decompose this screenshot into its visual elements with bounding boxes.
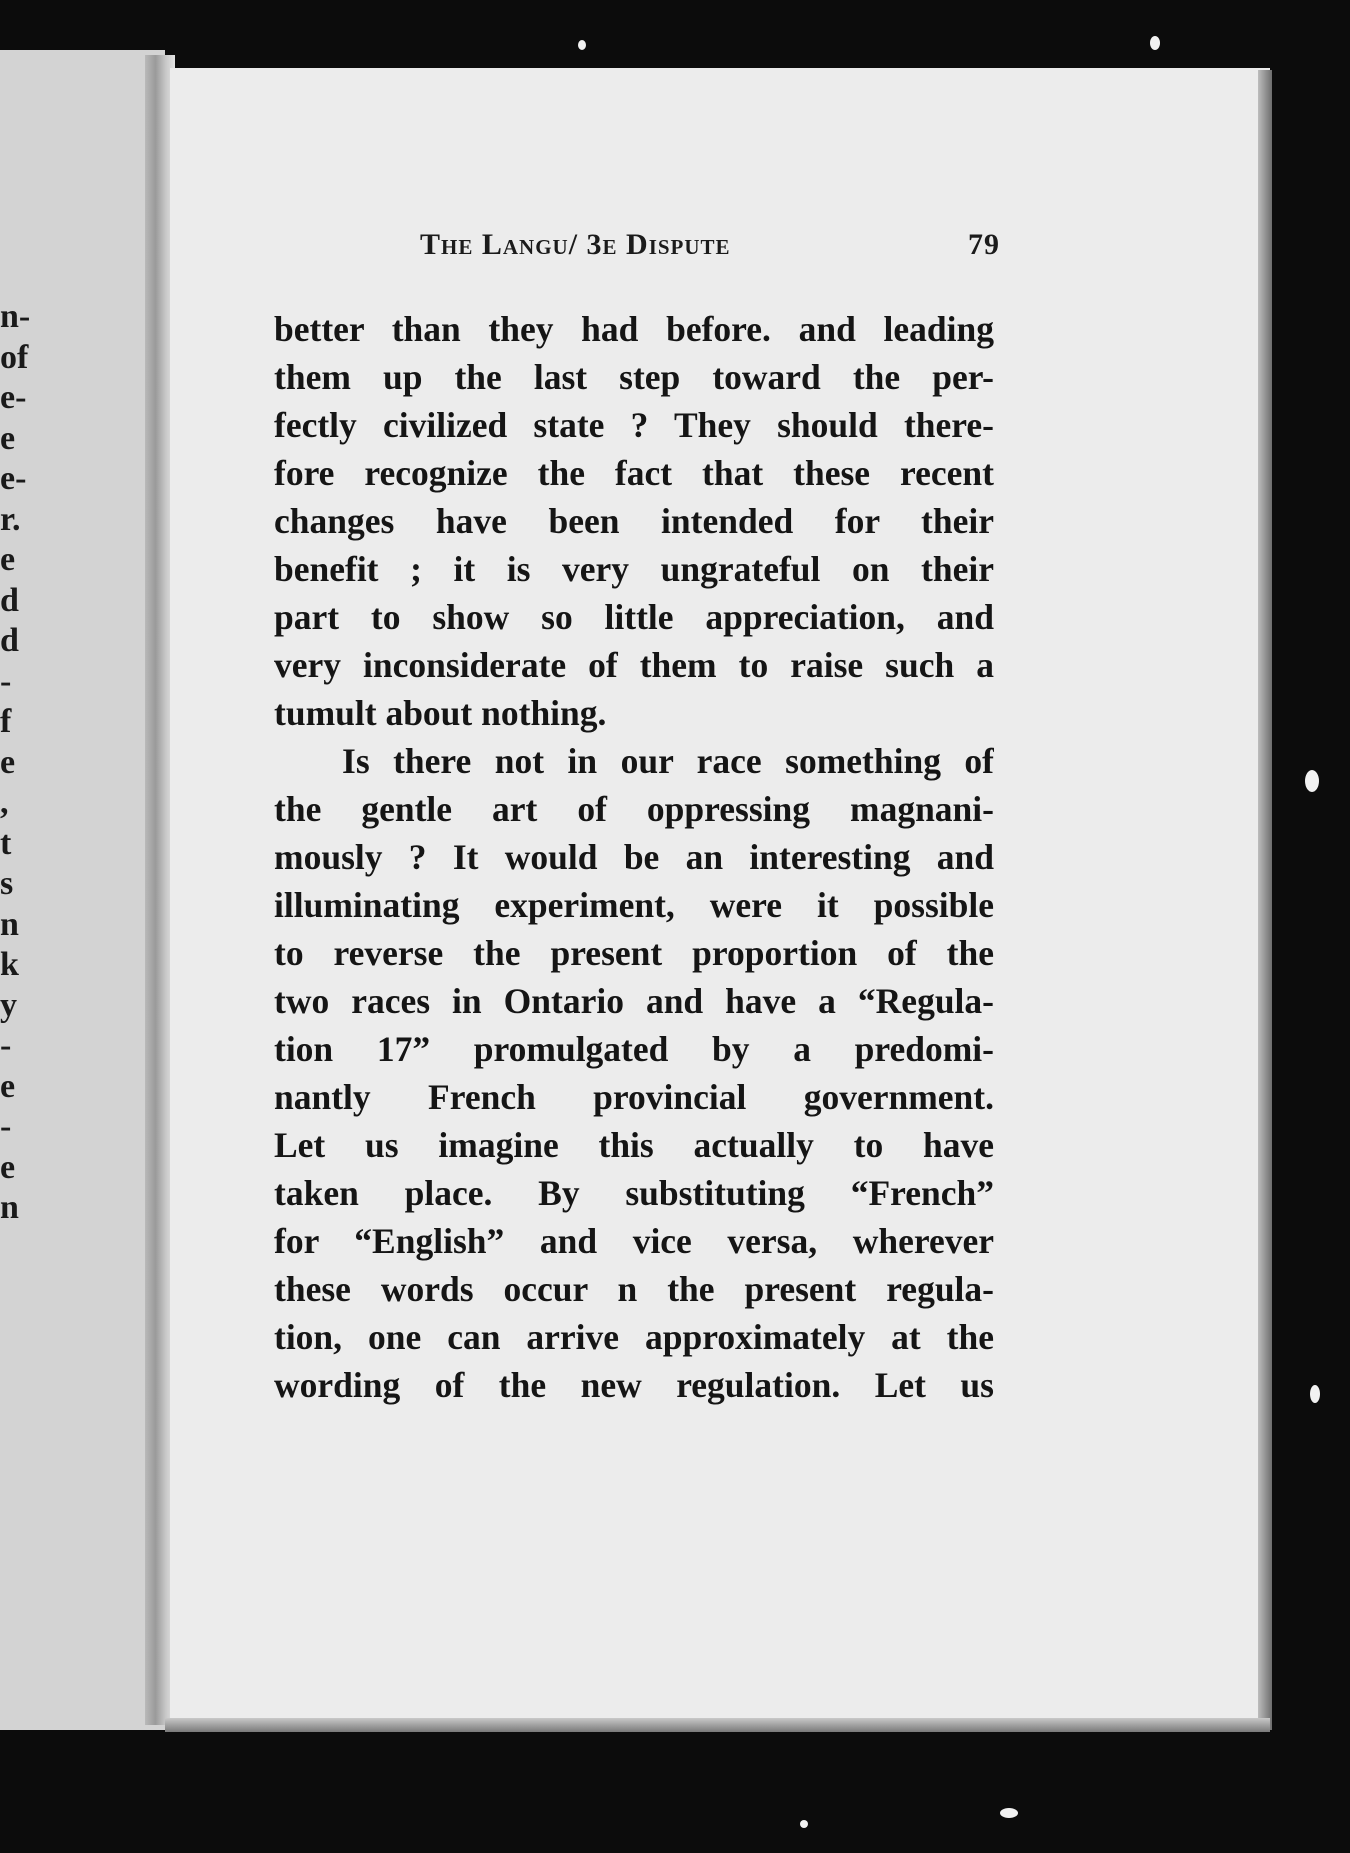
running-title: The Langu/ 3e Dispute	[420, 228, 731, 261]
scan-speck	[800, 1820, 808, 1828]
previous-page-line-ending: n	[0, 905, 19, 943]
previous-page-line-ending: ,	[0, 784, 9, 821]
previous-page-line-ending: r.	[0, 500, 21, 538]
text-line: these words occur n the present regula-	[274, 1269, 994, 1309]
text-line: for “English” and vice versa, wherever	[274, 1221, 994, 1261]
text-line: to reverse the present proportion of the	[274, 933, 994, 973]
text-line: better than they had before. and leading	[274, 309, 994, 349]
scan-speck	[1305, 770, 1319, 792]
scan-speck	[1150, 36, 1160, 50]
previous-page-line-ending: e-	[0, 379, 27, 416]
text-line: mously ? It would be an interesting and	[274, 837, 994, 877]
text-line: them up the last step toward the per-	[274, 357, 994, 397]
previous-page-line-ending: e	[0, 743, 16, 781]
text-line: very inconsiderate of them to raise such a	[274, 645, 994, 685]
previous-page-fragment	[0, 50, 165, 1730]
text-line: tion, one can arrive approximately at the	[274, 1317, 994, 1357]
previous-page-line-ending: n-	[0, 298, 31, 335]
text-line: two races in Ontario and have a “Regula-	[274, 981, 994, 1021]
body-text	[274, 305, 994, 1409]
scan-speck	[1000, 1808, 1018, 1818]
scan-speck	[1310, 1385, 1320, 1403]
paragraph	[274, 305, 994, 737]
previous-page-line-ending: d	[0, 581, 19, 619]
page-number: 79	[968, 228, 1000, 261]
previous-page-line-ending: e	[0, 1148, 16, 1186]
scan-speck	[578, 40, 586, 50]
text-line: fore recognize the fact that these recent	[274, 453, 994, 493]
previous-page-line-ending: y	[0, 986, 17, 1024]
previous-page-line-ending: of	[0, 338, 29, 376]
previous-page-line-ending: k	[0, 946, 19, 983]
previous-page-line-ending: -	[0, 1108, 12, 1145]
text-line: the gentle art of oppressing magnani-	[274, 789, 994, 829]
text-line: part to show so little appreciation, and	[274, 597, 994, 637]
previous-page-line-ending: -	[0, 1027, 12, 1064]
previous-page-line-ending: n	[0, 1189, 19, 1226]
previous-page-line-ending: e	[0, 419, 16, 457]
text-line: tumult about nothing.	[274, 693, 607, 733]
text-line: tion 17” promulgated by a predomi-	[274, 1029, 994, 1069]
previous-page-line-ending: t	[0, 824, 12, 862]
text-line: illuminating experiment, were it possible	[274, 885, 994, 925]
text-line: benefit ; it is very ungrateful on their	[274, 549, 994, 589]
running-head	[420, 228, 1000, 272]
paragraph	[274, 737, 994, 1409]
text-line: fectly civilized state ? They should there-	[274, 405, 994, 445]
text-line: Let us imagine this actually to have	[274, 1125, 994, 1165]
page-bottom-edge	[165, 1718, 1270, 1732]
previous-page-line-ending: e	[0, 541, 16, 578]
previous-page-line-ending: f	[0, 703, 12, 740]
previous-page-line-ending: s	[0, 865, 14, 902]
previous-page-line-ending: e-	[0, 460, 27, 497]
text-line: changes have been intended for their	[274, 501, 994, 541]
previous-page-line-ending: e	[0, 1067, 16, 1105]
previous-page-line-ending: d	[0, 622, 19, 659]
text-line: wording of the new regulation. Let us	[274, 1365, 994, 1405]
previous-page-line-ending: -	[0, 662, 12, 700]
text-line: Is there not in our race something of	[342, 741, 994, 781]
text-line: taken place. By substituting “French”	[274, 1173, 994, 1213]
page-edge-shadow	[1258, 70, 1272, 1730]
text-line: nantly French provincial government.	[274, 1077, 994, 1117]
